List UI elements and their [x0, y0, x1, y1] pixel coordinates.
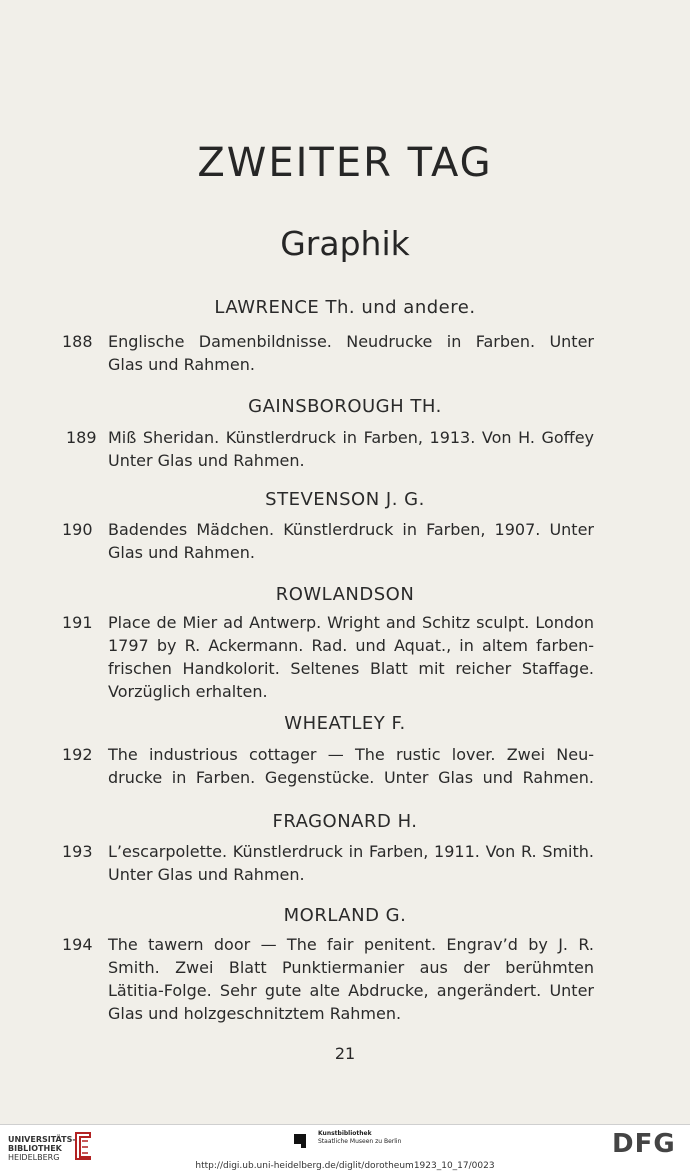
entry-line: drucke in Farben. Gegenstücke. Unter Glas und Rahmen. [108, 768, 594, 787]
lot-number: 191 [62, 613, 93, 632]
kunstbibliothek-logo-icon [294, 1134, 306, 1148]
lot-number: 188 [62, 332, 93, 351]
library-line: UNIVERSITÄTS- [8, 1135, 76, 1144]
artist-heading: FRAGONARD H. [272, 811, 418, 832]
artist-heading: MORLAND G. [283, 905, 407, 926]
entry-line: Vorzüglich erhalten. [108, 682, 268, 701]
entry-line: 1797 by R. Ackermann. Rad. und Aquat., in altem farben- [108, 636, 594, 655]
library-line: BIBLIOTHEK [8, 1144, 62, 1153]
lot-number: 192 [62, 745, 93, 764]
university-logo-icon [72, 1131, 94, 1161]
entry-line: Badendes Mädchen. Künstlerdruck in Farben, 1907. Unter [108, 520, 594, 539]
page-title: ZWEITER TAG [197, 140, 493, 186]
entry-line: frischen Handkolorit. Seltenes Blatt mit reicher Staffage. [108, 659, 594, 678]
page-subtitle: Graphik [280, 224, 410, 263]
kunstbibliothek-label [318, 1130, 401, 1146]
dfg-logo: DFG [612, 1129, 676, 1159]
artist-heading: WHEATLEY F. [284, 713, 406, 734]
artist-heading: LAWRENCE Th. und andere. [214, 297, 476, 318]
entry-line: Smith. Zwei Blatt Punktiermanier aus der berühmten [108, 958, 594, 977]
entry-line: The tawern door — The fair penitent. Engrav’d by J. R. [108, 935, 594, 954]
entry-line: Englische Damenbildnisse. Neudrucke in Farben. Unter [108, 332, 594, 351]
artist-heading: GAINSBOROUGH TH. [248, 396, 442, 417]
entry-line: Place de Mier ad Antwerp. Wright and Schitz sculpt. London [108, 613, 594, 632]
library-name [8, 1135, 76, 1162]
entry-line: Lätitia-Folge. Sehr gute alte Abdrucke, angerändert. Unter [108, 981, 594, 1000]
entry-line: Unter Glas und Rahmen. [108, 451, 305, 470]
lot-number: 190 [62, 520, 93, 539]
kb-line: Kunstbibliothek [318, 1130, 372, 1137]
lot-number: 194 [62, 935, 93, 954]
permalink-url[interactable]: http://digi.ub.uni-heidelberg.de/diglit/dorotheum1923_10_17/0023 [195, 1161, 495, 1171]
entry-line: Glas und holzgeschnitztem Rahmen. [108, 1004, 402, 1023]
artist-heading: ROWLANDSON [275, 584, 415, 605]
entry-line: Glas und Rahmen. [108, 355, 255, 374]
lot-number: 193 [62, 842, 93, 861]
page-number: 21 [334, 1044, 356, 1063]
viewer-footer [0, 1124, 690, 1175]
library-line: HEIDELBERG [8, 1153, 60, 1162]
artist-heading: STEVENSON J. G. [265, 489, 425, 510]
lot-number: 189 [66, 428, 97, 447]
kb-line: Staatliche Museen zu Berlin [318, 1138, 402, 1145]
entry-line: L’escarpolette. Künstlerdruck in Farben, 1911. Von R. Smith. [108, 842, 594, 861]
entry-line: Miß Sheridan. Künstlerdruck in Farben, 1913. Von H. Goffey [108, 428, 594, 447]
entry-line: Glas und Rahmen. [108, 543, 255, 562]
entry-line: Unter Glas und Rahmen. [108, 865, 305, 884]
entry-line: The industrious cottager — The rustic lover. Zwei Neu- [108, 745, 594, 764]
